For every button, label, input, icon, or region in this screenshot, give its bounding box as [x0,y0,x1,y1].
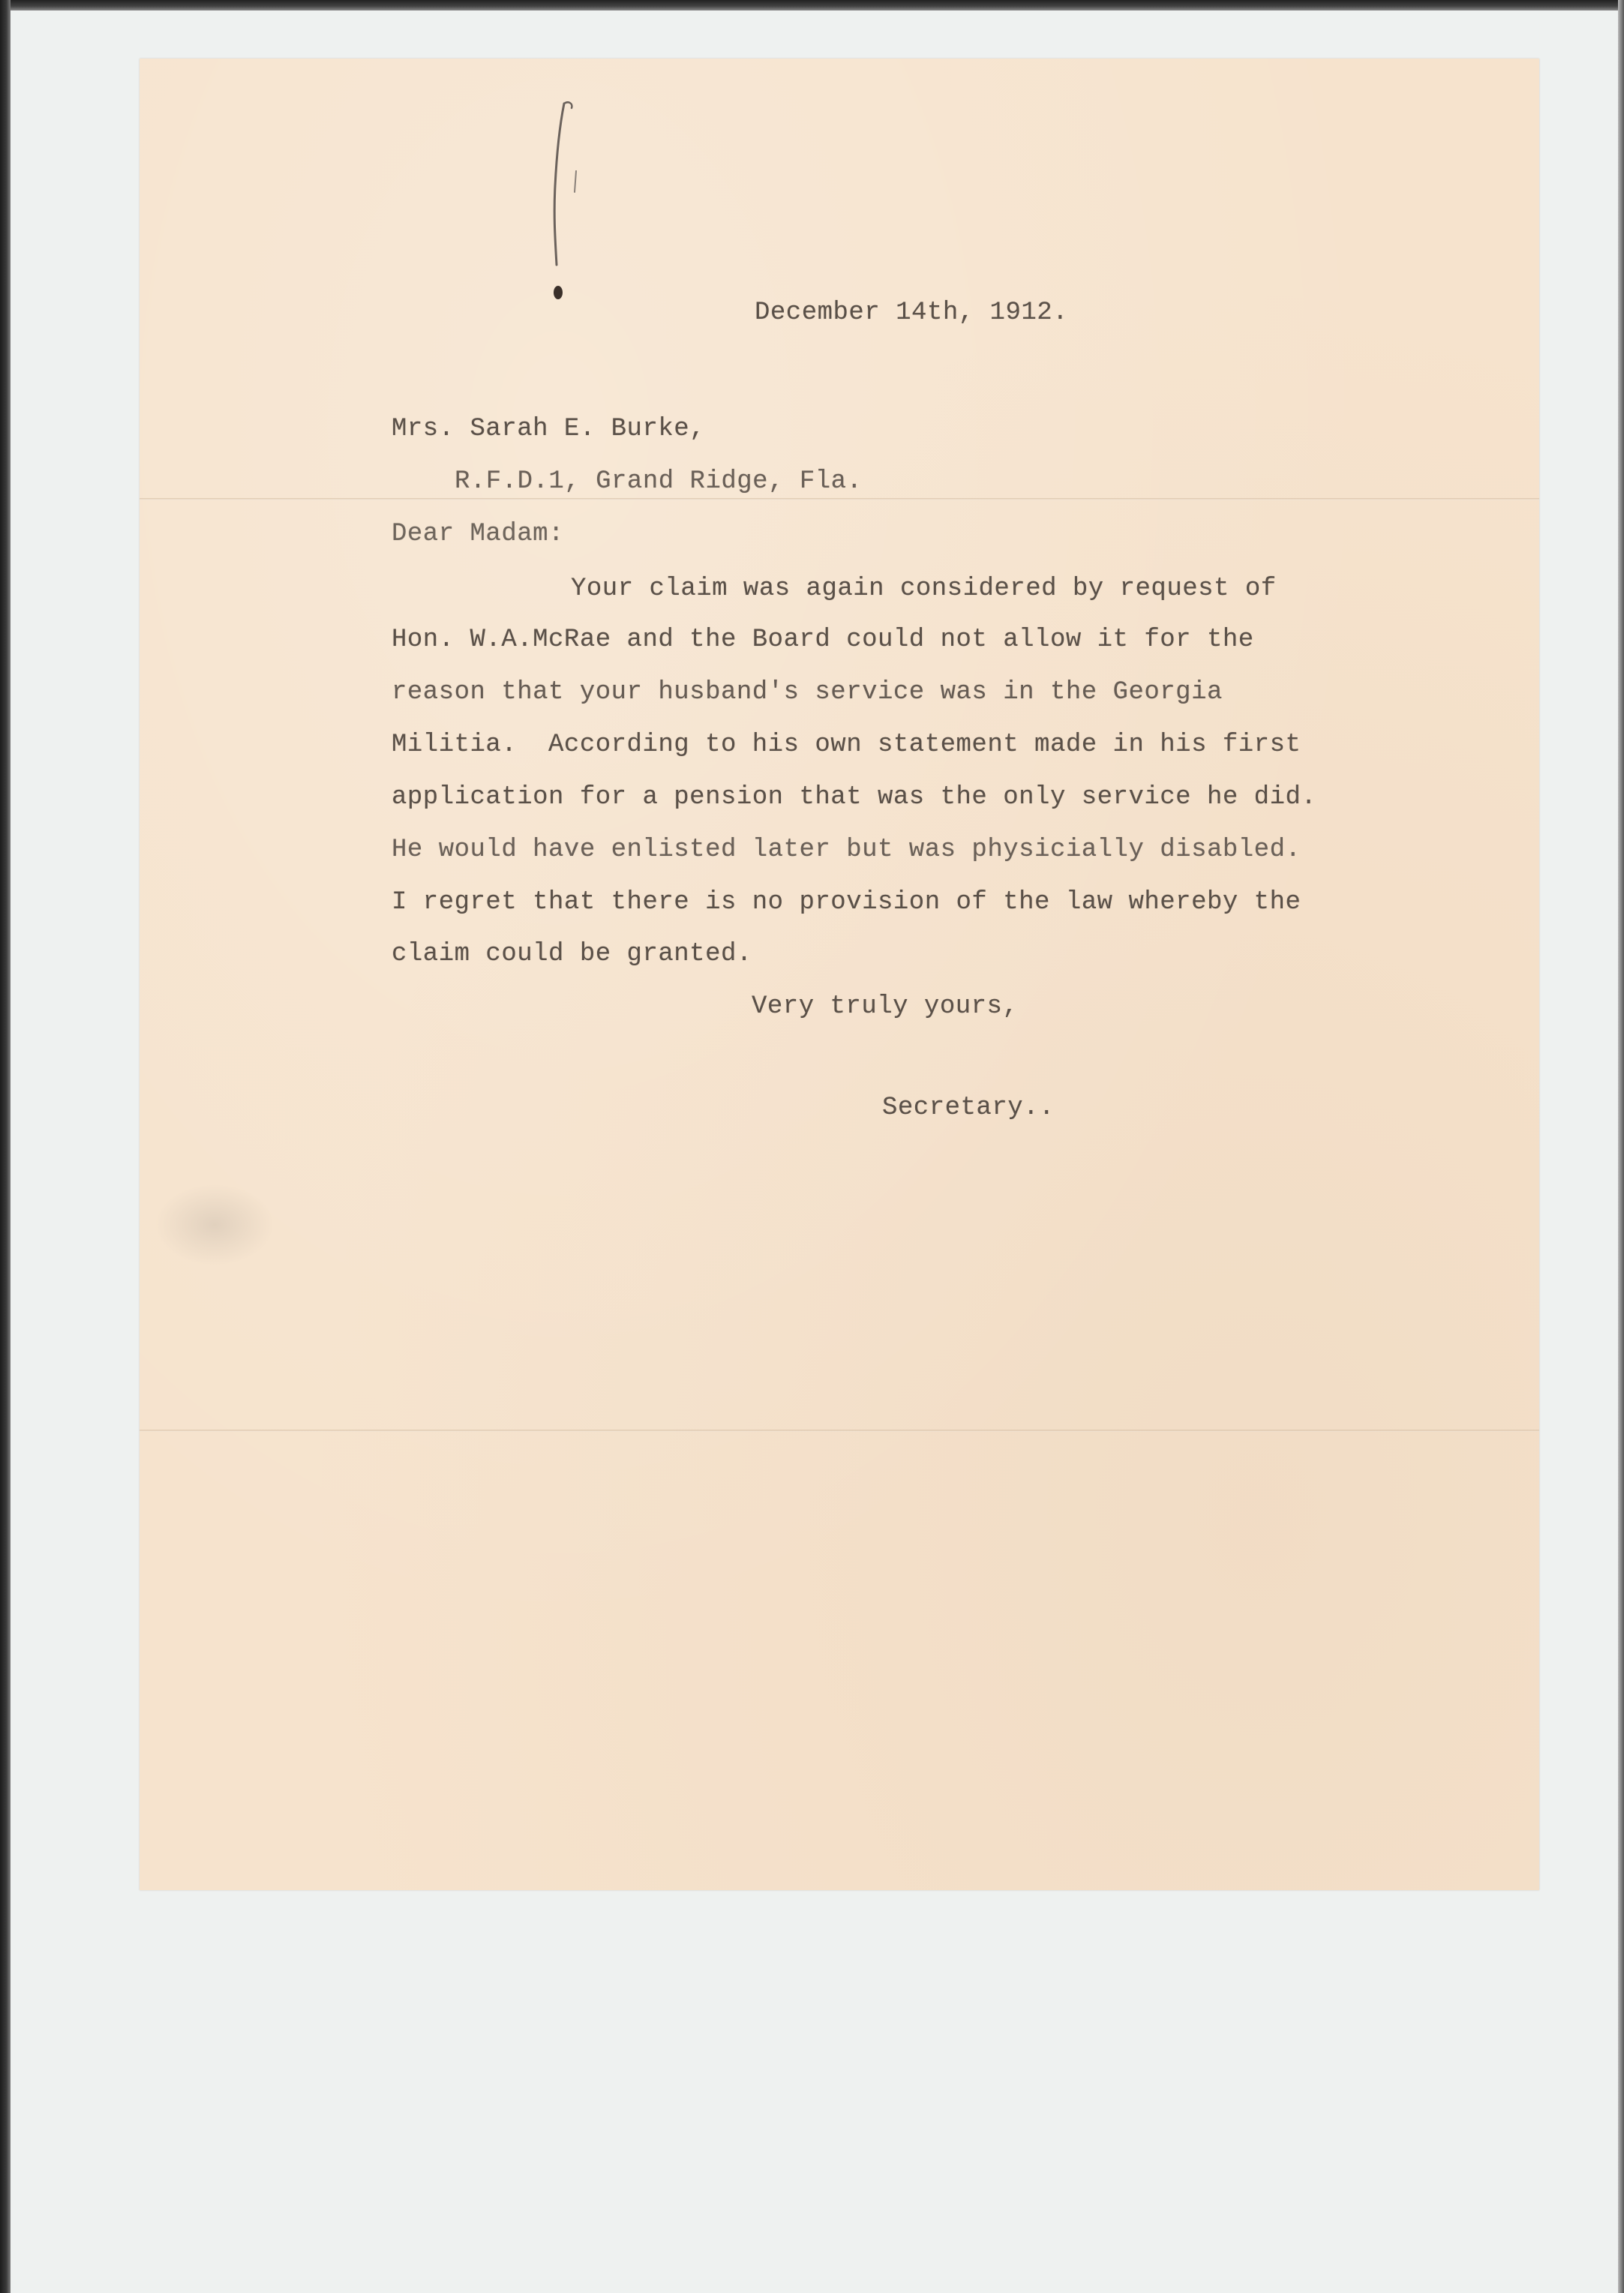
letter-date: December 14th, 1912. [755,299,1069,327]
salutation: Dear Madam: [392,520,564,548]
body-line: Your claim was again considered by request of [571,575,1277,603]
scan-left-edge [0,0,11,2293]
scan-top-edge [0,0,1624,11]
fold-crease [140,498,1539,500]
body-line: Militia. According to his own statement made in his first [392,731,1301,759]
closing: Very truly yours, [752,992,1019,1021]
fold-crease [140,1430,1539,1432]
body-line: Hon. W.A.McRae and the Board could not allow it for the [392,626,1254,654]
body-line: claim could be granted. [392,940,752,968]
letter-sheet [140,59,1539,1890]
pencil-mark-icon [530,81,590,321]
recipient-name: Mrs. Sarah E. Burke, [392,415,706,443]
signature-title: Secretary.. [882,1094,1055,1122]
body-line: reason that your husband's service was in the Georgia [392,678,1223,707]
paper-stain [155,1184,275,1266]
body-line: I regret that there is no provision of the law whereby the [392,888,1301,917]
body-line: application for a pension that was the only service he did. [392,783,1317,812]
body-line: He would have enlisted later but was physicially disabled. [392,836,1301,864]
scan-right-edge [1618,0,1624,2293]
recipient-address: R.F.D.1, Grand Ridge, Fla. [455,467,863,496]
